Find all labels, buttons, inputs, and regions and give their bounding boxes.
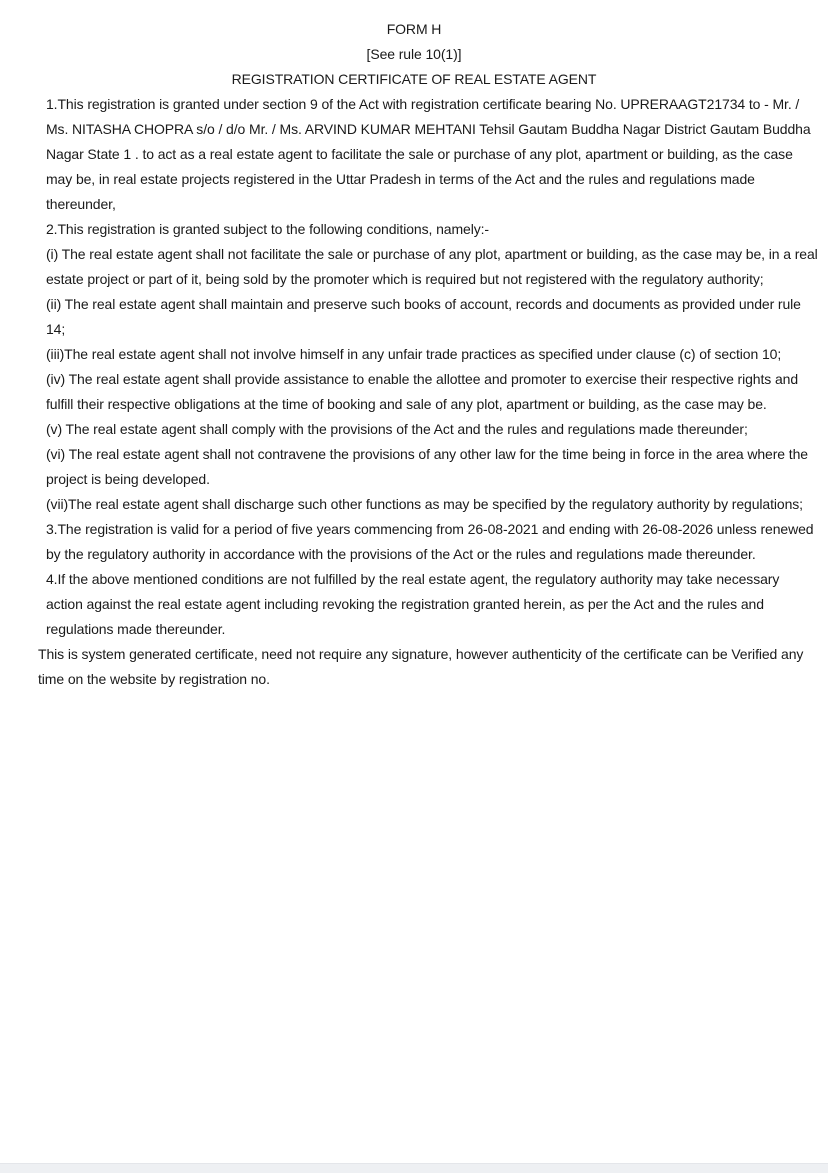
condition-v: (v) The real estate agent shall comply with the provisions of the Act and the rules and regulations made thereunder; <box>46 421 748 437</box>
condition-vi: (vi) The real estate agent shall not contravene the provisions of any other law for the time being in force in the area where the project is being developed. <box>46 446 808 487</box>
form-title: FORM H <box>386 21 442 37</box>
condition-iii: (iii)The real estate agent shall not involve himself in any unfair trade practices as specified under clause (c) of section 10; <box>46 346 782 362</box>
system-generated-note-wrap <box>0 642 828 692</box>
clause-2-conditions-intro: 2.This registration is granted subject to the following conditions, namely:- <box>46 221 489 237</box>
document-headings <box>0 17 828 92</box>
system-generated-note: This is system generated certificate, need not require any signature, however authenticity of the certificate can be Verified any time on the website by registration no. <box>38 646 804 687</box>
rule-reference: [See rule 10(1)] <box>366 46 462 62</box>
condition-i: (i) The real estate agent shall not facilitate the sale or purchase of any plot, apartment or building, as the case may be, in a real estate project or part of it, being sold by the promoter which is required but not registered with the regulatory authority; <box>46 246 818 287</box>
clause-1-registration-grant: 1.This registration is granted under section 9 of the Act with registration certificate bearing No. UPRERAAGT21734 to - Mr. / Ms. NITASHA CHOPRA s/o / d/o Mr. / Ms. ARVIND KUMAR MEHTANI Tehsil Gautam Buddha Nagar District Gautam Buddha Nagar State 1 . to act as a real estate agent to facilitate the sale or purchase of any plot, apartment or building, as the case may be, in real estate projects registered in the Uttar Pradesh in terms of the Act and the rules and regulations made thereunder, <box>46 96 811 212</box>
clause-4-revocation: 4.If the above mentioned conditions are not fulfilled by the real estate agent, the regulatory authority may take necessary action against the real estate agent including revoking the registration granted herein, as per the Act and the rules and regulations made thereunder. <box>46 571 780 637</box>
clause-3-validity-period: 3.The registration is valid for a period of five years commencing from 26-08-2021 and ending with 26-08-2026 unless renewed by the regulatory authority in accordance with the provisions of the Act or the rules and regulations made thereunder. <box>46 521 814 562</box>
certificate-heading: REGISTRATION CERTIFICATE OF REAL ESTATE AGENT <box>231 71 597 87</box>
condition-iv: (iv) The real estate agent shall provide assistance to enable the allottee and promoter to exercise their respective rights and fulfill their respective obligations at the time of booking and sale of any plot, apartment or building, as the case may be. <box>46 371 799 412</box>
certificate-body <box>0 92 828 642</box>
condition-vii: (vii)The real estate agent shall discharge such other functions as may be specified by the regulatory authority by regulations; <box>46 496 803 512</box>
bottom-bar <box>0 1163 828 1173</box>
condition-ii: (ii) The real estate agent shall maintain and preserve such books of account, records and documents as provided under rule 14; <box>46 296 801 337</box>
